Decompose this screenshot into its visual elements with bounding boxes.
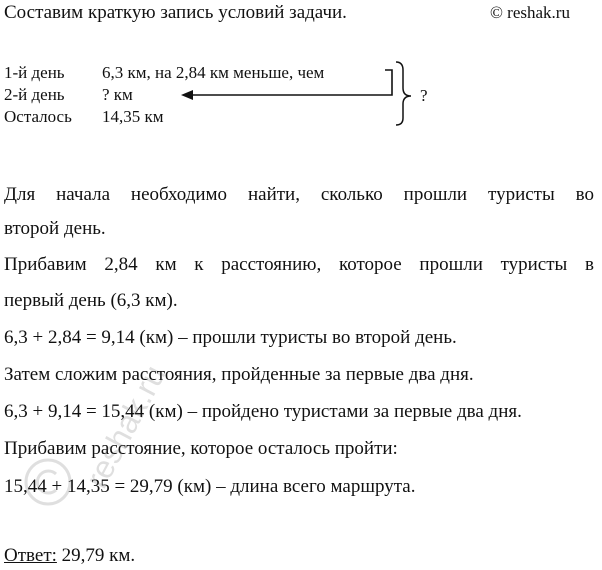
- condition-label-day1: 1-й день: [4, 63, 65, 82]
- answer-line: [4, 545, 135, 567]
- answer-value: 29,79 км.: [61, 545, 136, 566]
- comparison-arrow-icon: [181, 70, 392, 100]
- watermark: [18, 359, 173, 532]
- total-question-mark: ?: [420, 86, 428, 105]
- solution-line-5: 6,3 + 2,84 = 9,14 (км) – прошли туристы во второй день.: [4, 327, 457, 348]
- solution-line-7: 6,3 + 9,14 = 15,44 (км) – пройдено туристами за первые два дня.: [4, 401, 522, 422]
- solution-line-9: 15,44 + 14,35 = 29,79 (км) – длина всего маршрута.: [4, 476, 416, 497]
- condition-value-remaining: 14,35 км: [102, 107, 164, 126]
- solution-line-2: второй день.: [4, 218, 106, 239]
- intro-text: Составим краткую запись условий задачи.: [4, 2, 347, 23]
- solution-line-8: Прибавим расстояние, которое осталось пройти:: [4, 438, 398, 459]
- solution-line-3: Прибавим 2,84 км к расстоянию, которое прошли туристы в: [4, 254, 594, 275]
- solution-line-4: первый день (6,3 км).: [4, 290, 178, 311]
- condition-graphics: [0, 0, 602, 140]
- solution-line-6: Затем сложим расстояния, пройденные за первые два дня.: [4, 364, 474, 385]
- condition-value-day2: ? км: [102, 85, 133, 104]
- curly-brace-icon: [396, 62, 411, 125]
- condition-label-day2: 2-й день: [4, 85, 65, 104]
- condition-label-remaining: Осталось: [4, 107, 72, 126]
- solution-line-1: Для начала необходимо найти, сколько прошли туристы во: [4, 184, 594, 205]
- condition-value-day1: 6,3 км, на 2,84 км меньше, чем: [102, 63, 325, 82]
- copyright-text: © reshak.ru: [490, 3, 570, 22]
- watermark-text: reshak.ru: [78, 359, 173, 494]
- answer-label: Ответ:: [4, 545, 57, 566]
